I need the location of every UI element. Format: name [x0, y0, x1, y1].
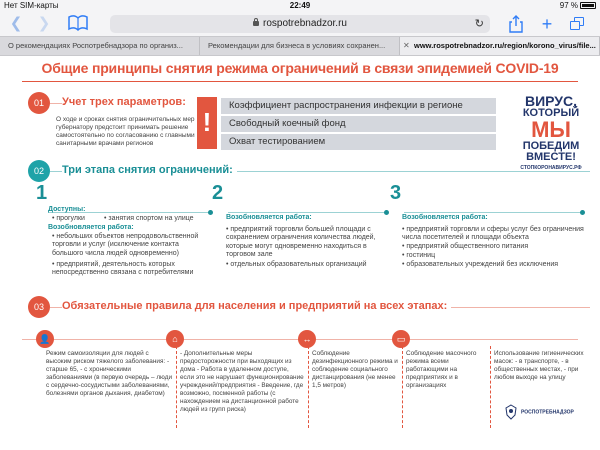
section-1-text: О ходе и сроках снятия ограничительных мер губернатору предстоит принимать решение самостоятельно по согласованию с главными санитарными врачами регионов — [56, 116, 195, 147]
tab-1[interactable] — [0, 37, 200, 55]
campaign-line-2: КОТОРЫЙ — [522, 107, 580, 119]
bookmarks-icon[interactable] — [68, 15, 88, 33]
section-1-title: Учет трех параметров: — [62, 96, 190, 108]
infographic — [0, 56, 600, 450]
stage-1-head-available: Доступны: — [48, 206, 86, 213]
tab-2[interactable] — [200, 37, 400, 55]
param-1: Коэффициент распространения инфекции в регионе — [221, 98, 496, 114]
rule-separator — [308, 346, 309, 428]
rule-5: Использование гигиенических масок: - в транспорте, - в общественных местах, - при любом выходе на улицу — [494, 350, 584, 381]
rule-3: Соблюдение дезинфекционного режима и соблюдение социального дистанцирования (не менее 1,5 метров) — [312, 350, 398, 389]
stage-1-item: • занятия спортом на улице — [104, 215, 194, 222]
share-icon[interactable] — [508, 15, 528, 33]
brand-name: РОСПОТРЕБНАДЗОР — [521, 409, 574, 416]
rospotrebnadzor-logo — [504, 404, 594, 420]
rule-4: Соблюдение масочного режима всеми работающими на предприятиях и в организациях — [406, 350, 477, 389]
section-2-number: 02 — [28, 160, 50, 182]
rule-1: Режим самоизоляции для людей с высоким риском тяжелого заболевания: - старше 65, - с хроническими заболеваниями (в первую очередь – люди с сердечно-сосудистыми заболеваниями, болезнями органов дыхания, диабетом) — [46, 350, 173, 397]
rule-separator — [176, 346, 177, 428]
title-divider — [22, 81, 578, 82]
stage-2-item: • предприятий торговли большей площади с сохранением ограничения количества людей, которые могут одновременно находиться в торговом зале — [226, 226, 376, 259]
stage-dot — [208, 210, 213, 215]
stage-1-number: 1 — [36, 182, 48, 204]
battery-percent: 97 % — [559, 1, 578, 10]
infographic-title: Общие принципы снятия режима ограничений в связи эпидемией COVID-19 — [41, 60, 559, 76]
stage-2-line — [228, 212, 386, 213]
stage-2-item: • отдельных образовательных организаций — [226, 261, 367, 268]
clock: 22:49 — [289, 1, 311, 10]
stage-dot — [580, 210, 585, 215]
tab-label: www.rospotrebnadzor.ru/region/korono_virus/file... — [414, 41, 596, 50]
stage-1-item: • предприятий, деятельность которых непосредственно связана с потребителями — [52, 261, 194, 277]
stage-3-line — [404, 212, 584, 213]
battery-indicator — [560, 1, 596, 10]
param-3: Охват тестированием — [221, 134, 496, 150]
rule-separator — [402, 346, 403, 428]
rule-separator — [490, 346, 491, 428]
tab-bar — [0, 36, 600, 56]
back-icon[interactable]: ❮ — [9, 15, 23, 32]
reload-icon[interactable]: ↻ — [474, 18, 484, 30]
stage-1-item: • прогулки — [52, 215, 85, 222]
person-icon: 👤 — [36, 330, 54, 348]
status-bar — [0, 0, 600, 12]
address-bar[interactable] — [110, 15, 490, 33]
exclamation-icon: ! — [197, 97, 217, 149]
url-text: rospotrebnadzor.ru — [263, 18, 347, 29]
stage-3-item: • образовательных учреждений без исключения — [402, 261, 559, 268]
carrier-label: Нет SIM-карты — [4, 1, 59, 10]
campaign-line-5: ВМЕСТЕ! — [526, 151, 576, 163]
section-1-number: 01 — [28, 92, 50, 114]
tab-label: О рекомендациях Роспотребнадзора по организ... — [8, 41, 183, 50]
section-2-title: Три этапа снятия ограничений: — [62, 164, 237, 176]
stage-dot — [384, 210, 389, 215]
mask-icon: ▭ — [392, 330, 410, 348]
campaign-logo — [506, 94, 596, 171]
lock-icon — [253, 21, 259, 26]
stage-3-item: • гостиниц — [402, 252, 436, 259]
stage-3-head-resume: Возобновляется работа: — [402, 214, 488, 221]
campaign-site: СТОПКОРОНАВИРУС.РФ — [520, 165, 582, 171]
stage-3-item: • предприятий общественного питания — [402, 243, 529, 250]
param-2: Свободный коечный фонд — [221, 116, 496, 132]
stage-3-number: 3 — [390, 182, 402, 204]
campaign-line-1: ВИРУС, — [524, 93, 578, 109]
rule-2: - Дополнительные меры предосторожности при выходящих из дома - Работа в удаленном доступе, если это не нарушает функционирование учреждений/предприятия - Введение, где возможно, посменной работы (с нахождением на дистанционной работе людей из групп риска) — [180, 350, 304, 413]
stage-2-head-resume: Возобновляется работа: — [226, 214, 312, 221]
tabs-overview-icon[interactable] — [568, 15, 586, 33]
stage-2-number: 2 — [212, 182, 224, 204]
stage-1-head-resume: Возобновляется работа: — [48, 224, 134, 231]
close-tab-icon[interactable]: ✕ — [403, 41, 410, 50]
section-3-number: 03 — [28, 296, 50, 318]
tab-3-active[interactable] — [400, 37, 600, 55]
stage-1-item: • небольших объектов непродовольственной торговли и услуг (исключение контакта большого числа людей одновременно) — [52, 233, 199, 257]
stage-3-item: • предприятий торговли и сферы услуг без ограничения числа посетителей и площади объекта — [402, 226, 584, 242]
campaign-line-3: МЫ — [531, 117, 571, 142]
forward-icon[interactable]: ❯ — [37, 15, 51, 32]
distance-icon: ↔ — [298, 330, 316, 348]
tab-label: Рекомендации для бизнеса в условиях сохранен... — [208, 41, 386, 50]
new-tab-icon[interactable]: + — [541, 14, 553, 34]
browser-toolbar — [0, 12, 600, 36]
section-3-title: Обязательные правила для населения и предприятий на всех этапах: — [62, 300, 451, 312]
emblem-icon — [504, 404, 518, 420]
campaign-line-4: ПОБЕДИМ — [522, 140, 580, 152]
battery-icon — [580, 2, 596, 9]
home-work-icon: ⌂ — [166, 330, 184, 348]
